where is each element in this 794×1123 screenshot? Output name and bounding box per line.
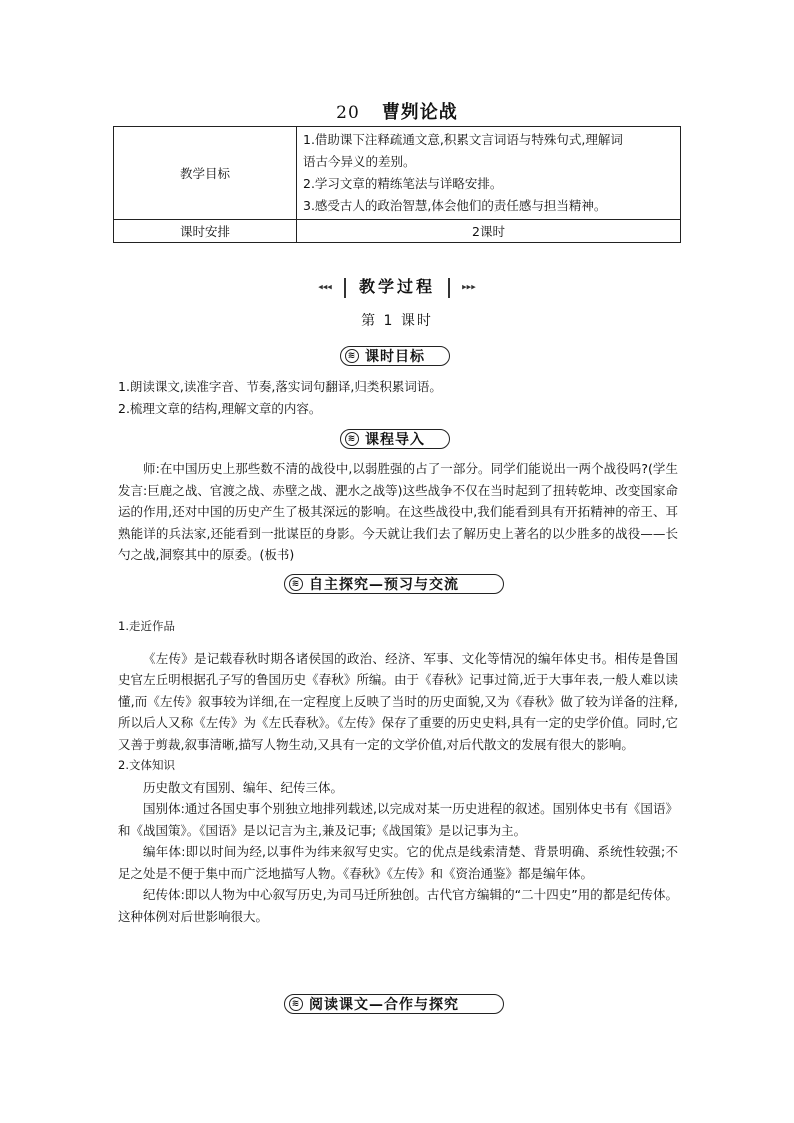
section-heading-text: 课时目标 (365, 349, 425, 365)
divider (448, 278, 450, 298)
right-arrows-icon: ▸▸▸ (462, 282, 476, 293)
intro-paragraph: 师:在中国历史上那些数不清的战役中,以弱胜强的占了一部分。同学们能说出一两个战役吗?(学生发言:巨鹿之战、官渡之战、赤壁之战、淝水之战等)这些战争不仅在当时起到了扭转乾坤、改变国家命运的作用,还对中国的历史产生了极其深远的影响。在这些战役中,我们能看到具有开拓精神的帝王、耳熟能详的兵法家,还能看到一批谋臣的身影。今天就让我们去了解历史上著名的以少胜多的战役——长勺之战,洞察其中的原委。(板书) (118, 461, 678, 562)
subsection-heading: 2.文体知识 (118, 758, 175, 772)
goals-label: 教学目标 (114, 127, 297, 220)
book-icon (289, 997, 303, 1011)
book-icon (345, 349, 359, 363)
book-icon (289, 577, 303, 591)
lesson-period-label: 第 1 课时 (361, 313, 433, 329)
goals-cell (297, 127, 681, 220)
left-arrows-icon: ◂◂◂ (318, 282, 332, 293)
goal-line: 2.学习文章的精练笔法与详略安排。 (303, 176, 503, 191)
lesson-number: 20 (336, 103, 360, 123)
goals-list (118, 376, 678, 419)
section-heading-goals (340, 346, 450, 366)
lesson-title (0, 98, 794, 124)
table-row (114, 127, 681, 220)
process-banner (0, 274, 794, 298)
section-heading-text: 自主探究—预习与交流 (309, 577, 459, 593)
section-heading-explore (284, 574, 504, 594)
schedule-value: 2课时 (297, 220, 681, 243)
process-heading: 教学过程 (358, 277, 435, 296)
goal-line: 1.借助课下注释疏通文意,积累文言词语与特殊句式,理解词 (303, 132, 623, 147)
goal-line: 语古今异义的差别。 (303, 154, 416, 169)
schedule-label: 课时安排 (114, 220, 297, 243)
section-heading-text: 课程导入 (365, 432, 425, 448)
section-heading-text: 阅读课文—合作与探究 (309, 997, 459, 1013)
section-heading-read (284, 994, 504, 1014)
list-item: 2.梳理文章的结构,理解文章的内容。 (118, 400, 322, 416)
lesson-name: 曹刿论战 (381, 102, 458, 123)
explore-paragraph: 国别体:通过各国史事个别独立地排列载述,以完成对某一历史进程的叙述。国别体史书有《国语》和《战国策》。《国语》是以记言为主,兼及记事;《战国策》是以记事为主。 (118, 801, 678, 838)
divider (344, 278, 346, 298)
explore-paragraph: 纪传体:即以人物为中心叙写历史,为司马迁所独创。古代官方编辑的“二十四史”用的都是纪传体。这种体例对后世影响很大。 (118, 887, 678, 924)
book-icon (345, 432, 359, 446)
explore-block (118, 616, 678, 927)
explore-paragraph: 《左传》是记载春秋时期各诸侯国的政治、经济、军事、文化等情况的编年体史书。相传是鲁国史官左丘明根据孔子写的鲁国历史《春秋》所编。由于《春秋》记事过简,近于大事年表,一般人难以读懂,而《左传》叙事较为详细,在一定程度上反映了当时的历史面貌,又为《春秋》做了较为详备的注释,所以后人又称《左传》为《左氏春秋》。《左传》保存了重要的历史史料,具有一定的史学价值。同时,它又善于剪裁,叙事清晰,描写人物生动,又具有一定的文学价值,对后代散文的发展有很大的影响。 (118, 650, 678, 752)
subsection-heading: 1.走近作品 (118, 619, 175, 633)
objectives-table (113, 126, 681, 243)
section-heading-intro (340, 429, 450, 449)
goal-line: 3.感受古人的政治智慧,体会他们的责任感与担当精神。 (303, 198, 607, 213)
list-item: 1.朗读课文,读准字音、节奏,落实词句翻译,归类积累词语。 (118, 379, 442, 394)
intro-block (118, 458, 678, 566)
explore-paragraph: 编年体:即以时间为经,以事件为纬来叙写史实。它的优点是线索清楚、背景明确、系统性较强;不足之处是不便于集中而广泛地描写人物。《春秋》《左传》和《资治通鉴》都是编年体。 (118, 844, 678, 881)
explore-paragraph: 历史散文有国别、编年、纪传三体。 (143, 779, 344, 795)
table-row (114, 220, 681, 243)
